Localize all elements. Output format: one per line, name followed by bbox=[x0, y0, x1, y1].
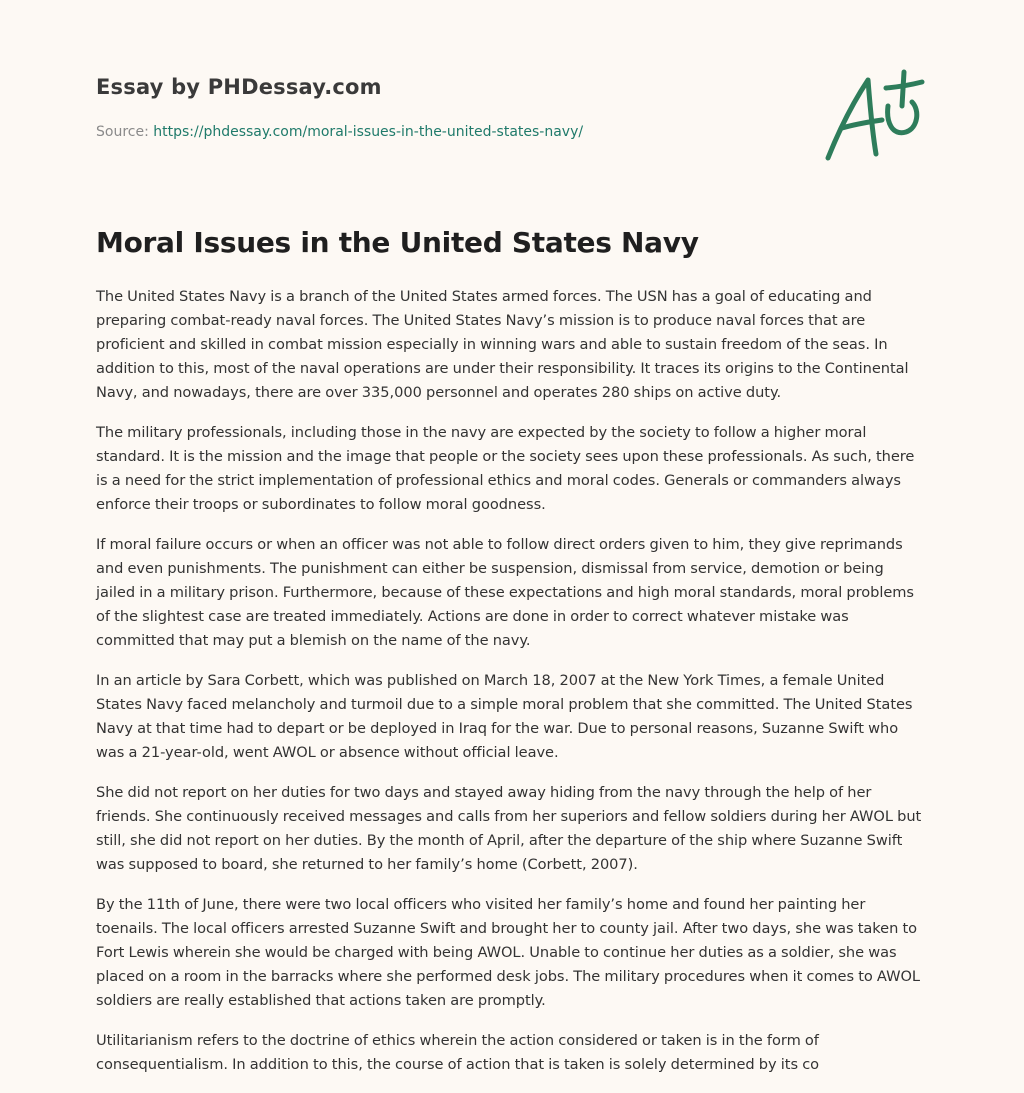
a-plus-logo-icon bbox=[822, 66, 932, 166]
paragraph: The military professionals, including those in the navy are expected by the society to follow a higher moral standard. It is the mission and the image that people or the society sees upon these professionals. As such, there is a need for the strict implementation of professional ethics and moral codes. Generals or commanders always enforce their troops or subordinates to follow moral goodness. bbox=[96, 424, 915, 513]
paragraph: In an article by Sara Corbett, which was published on March 18, 2007 at the New York Times, a female United States Navy faced melancholy and turmoil due to a simple moral problem that she committed. The United States Navy at that time had to depart or be deployed in Iraq for the war. Due to personal reasons, Suzanne Swift who was a 21-year-old, went AWOL or absence without official leave. bbox=[96, 672, 913, 761]
paragraph: Utilitarianism refers to the doctrine of ethics wherein the action considered or taken is in the form of consequentialism. In addition to this, the course of action that is taken is solely determined by its co bbox=[96, 1032, 820, 1073]
paragraph: The United States Navy is a branch of the United States armed forces. The USN has a goal of educating and preparing combat-ready naval forces. The United States Navy’s mission is to produce naval forces that are proficient and skilled in combat mission especially in winning wars and able to sustain freedom of the seas. In addition to this, most of the naval operations are under their responsibility. It traces its origins to the Continental Navy, and nowadays, there are over 335,000 personnel and operates 280 ships on active duty. bbox=[96, 288, 909, 401]
article-body bbox=[96, 285, 926, 1093]
source-link[interactable]: https://phdessay.com/moral-issues-in-the-united-states-navy/ bbox=[153, 124, 584, 140]
source-line bbox=[96, 124, 583, 140]
paragraph: By the 11th of June, there were two local officers who visited her family’s home and found her painting her toenails. The local officers arrested Suzanne Swift and brought her to county jail. After two days, she was taken to Fort Lewis wherein she would be charged with being AWOL. Unable to continue her duties as a soldier, she was placed on a room in the barracks where she performed desk jobs. The military procedures when it comes to AWOL soldiers are really established that actions taken are promptly. bbox=[96, 896, 920, 1009]
site-brand[interactable]: Essay by PHDessay.com bbox=[96, 75, 382, 99]
page-bottom-edge bbox=[0, 1086, 1024, 1092]
paragraph: If moral failure occurs or when an officer was not able to follow direct orders given to him, they give reprimands and even punishments. The punishment can either be suspension, dismissal from service, demotion or being jailed in a military prison. Furthermore, because of these expectations and high moral standards, moral problems of the slightest case are treated immediately. Actions are done in order to correct whatever mistake was committed that may put a blemish on the name of the navy. bbox=[96, 536, 914, 649]
paragraph: She did not report on her duties for two days and stayed away hiding from the navy through the help of her friends. She continuously received messages and calls from her superiors and fellow soldiers during her AWOL but still, she did not report on her duties. By the month of April, after the departure of the ship where Suzanne Swift was supposed to board, she returned to her family’s home (Corbett, 2007). bbox=[96, 784, 922, 873]
article-title: Moral Issues in the United States Navy bbox=[96, 226, 699, 259]
source-label: Source: bbox=[96, 124, 154, 140]
